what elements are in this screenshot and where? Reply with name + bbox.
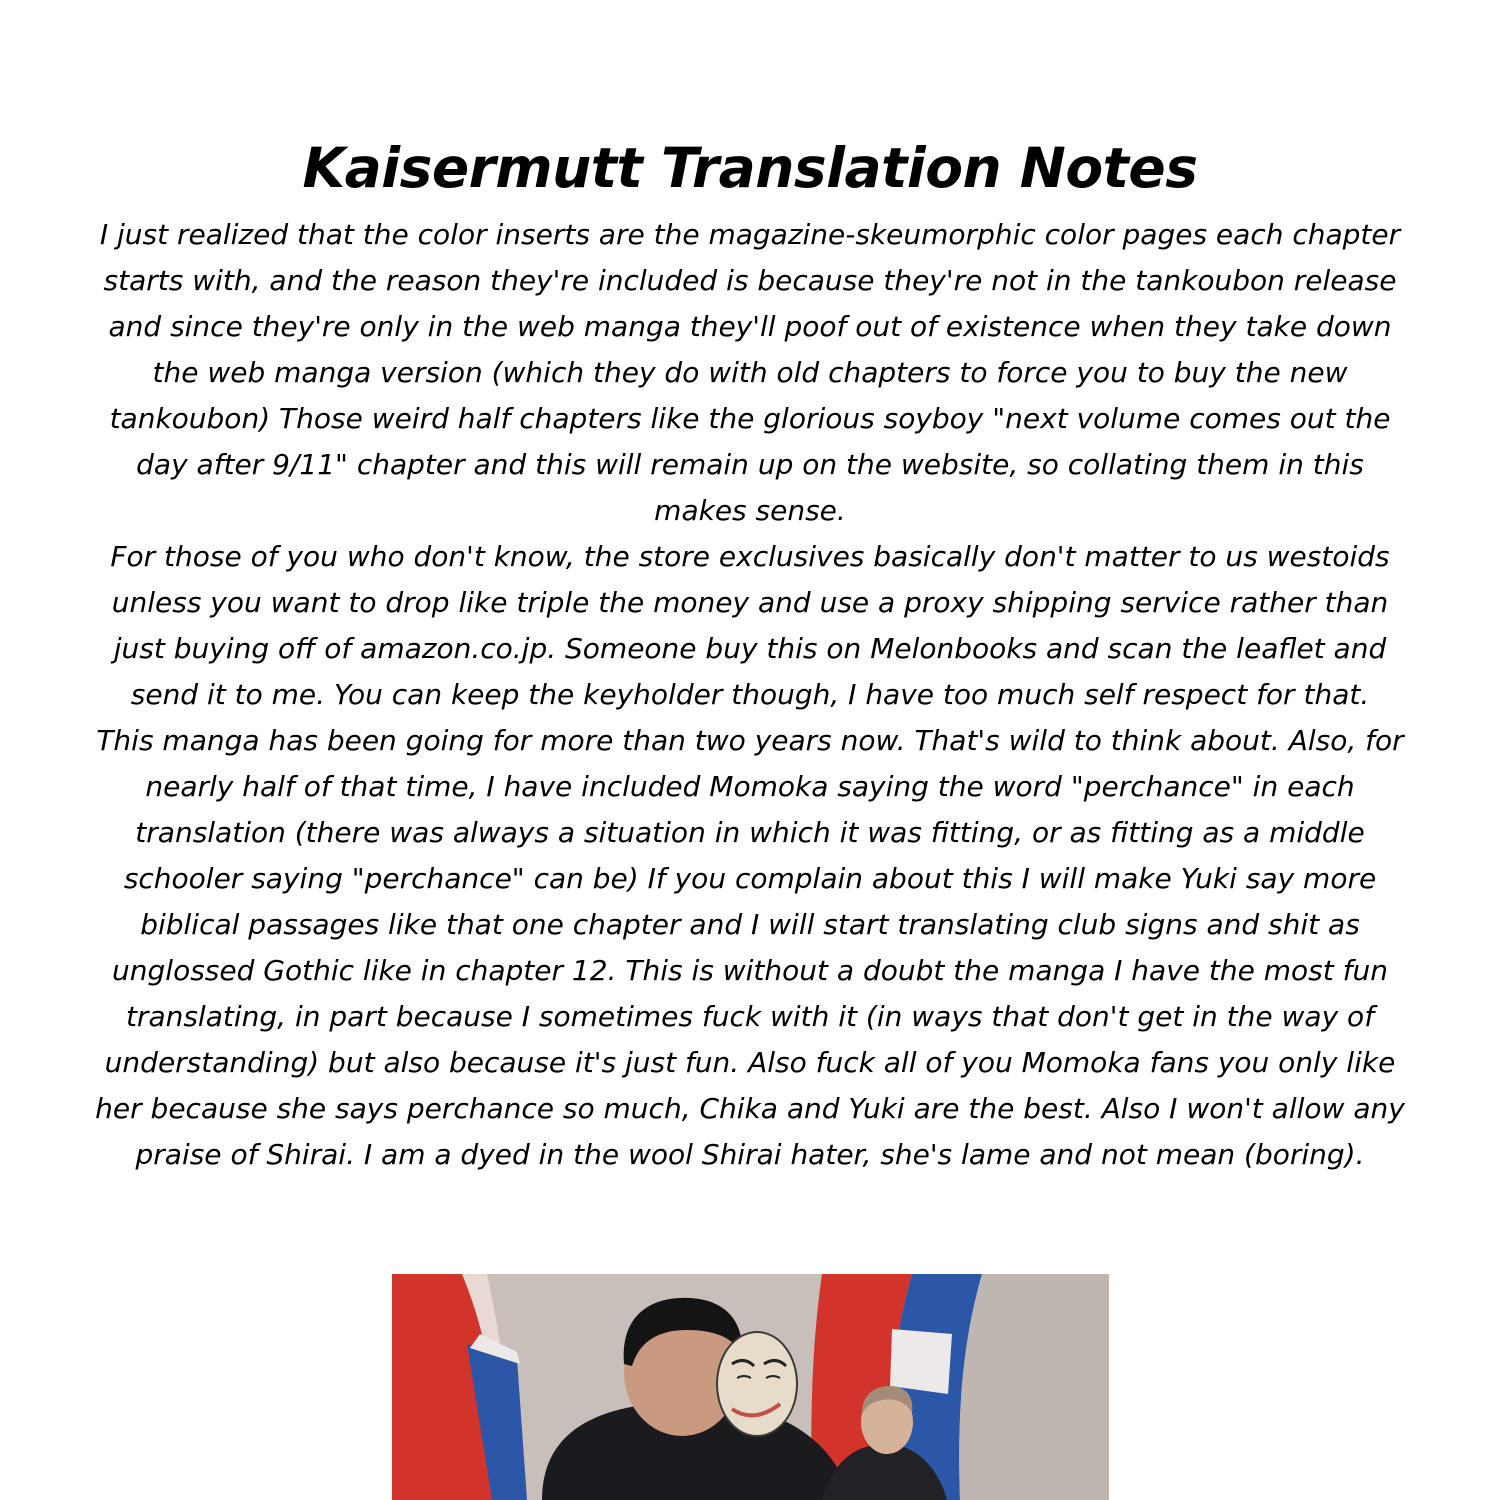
right-flag-white: [890, 1329, 952, 1394]
meme-face: [717, 1332, 797, 1436]
notes-paragraph-2: For those of you who don't know, the store exclusives basically don't matter to us westoids unless you want to drop like triple the money and use a proxy shipping service rather than just buying off of amazon.co.jp. Someone buy this on Melonbooks and scan the leaflet and send it to me. You can keep the keyholder though, I have too much self respect for that.: [110, 540, 1390, 711]
notes-paragraph-3: This manga has been going for more than two years now. That's wild to think about. Also, for nearly half of that time, I have included Momoka saying the word "perchance" in each translation (there was always a situation in which it was fitting, or as fitting as a middle schooler saying "perchance" can be) If you complain about this I will make Yuki say more biblical passages like that one chapter and I will start translating club signs and shit as unglossed Gothic like in chapter 12. This is without a doubt the manga I have the most fun translating, in part because I sometimes fuck with it (in ways that don't get in the way of understanding) but also because it's just fun. Also fuck all of you Momoka fans you only like her because she says perchance so much, Chika and Yuki are the best. Also I won't allow any praise of Shirai. I am a dyed in the wool Shirai hater, she's lame and not mean (boring).: [95, 724, 1405, 1171]
right-wall: [959, 1274, 1109, 1500]
notes-paragraph-1: I just realized that the color inserts are the magazine-skeumorphic color pages each chapter starts with, and the reason they're included is because they're not in the tankoubon release and since they're only in the web manga they'll poof out of existence when they take down the web manga version (which they do with old chapters to force you to buy the new tankoubon) Those weird half chapters like the glorious soyboy "next volume comes out the day after 9/11" chapter and this will remain up on the website, so collating them in this makes sense.: [99, 218, 1401, 527]
notes-body: [90, 212, 1410, 1178]
page-title: Kaisermutt Translation Notes: [302, 136, 1198, 200]
meme-photo: [392, 1274, 1109, 1500]
meme-photo-illustration: [392, 1274, 1109, 1500]
